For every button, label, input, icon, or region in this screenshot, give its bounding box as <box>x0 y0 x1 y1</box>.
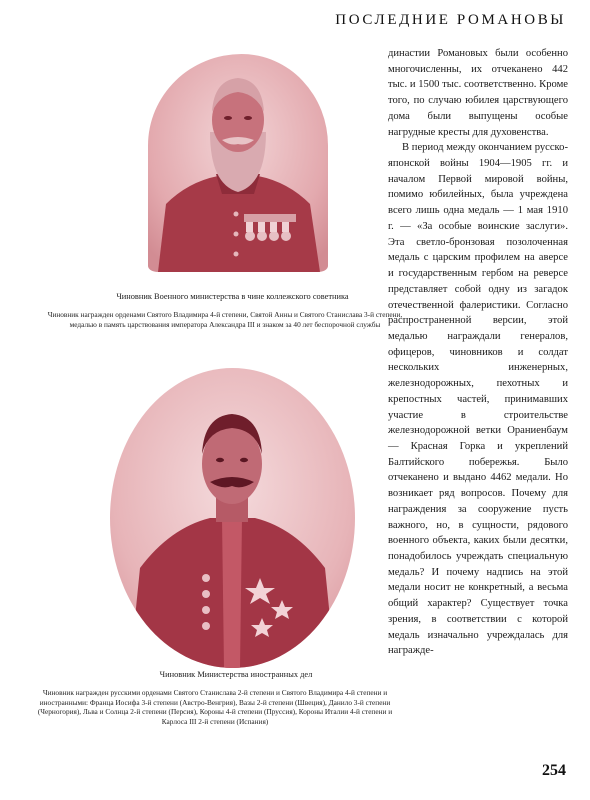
portrait-foreign-ministry-official <box>110 368 355 668</box>
body-text-column <box>388 46 568 659</box>
body-paragraph: династии Романовых были особенно многочисленны, их отчеканено 442 тыс. и 1500 тыс. соответственно. Кроме того, по случаю юбилея царствующего дома были выпущены особые нагрудные кресты для духовенства. <box>388 48 568 138</box>
figure-2-title: Чиновник Министерства иностранных дел <box>159 670 313 679</box>
figure-1-caption: Чиновник награжден орденами Святого Владимира 4-й степени, Святой Анны и Святого Станислава 3-й степени, медалью в память царствования императора Александра III и знаком за 40 лет беспорочной службы <box>47 310 403 329</box>
portrait-foreign-ministry-official-image <box>110 368 355 668</box>
portrait-military-official-image <box>148 54 328 272</box>
running-header: ПОСЛЕДНИЕ РОМАНОВЫ <box>335 12 566 28</box>
figure-1-title: Чиновник Военного министерства в чине коллежского советника <box>116 292 349 301</box>
page-number: 254 <box>542 762 566 779</box>
figure-2-caption: Чиновник награжден русскими орденами Святого Станислава 2-й степени и Святого Владимира 4-й степени и иностранными: Франца Иосифа 3-й степени (Австро-Венгрия), Вазы 2-й степени (Швеция), Данило 3-й степени (Черногория), Льва и Солнца 2-й степени (Персия), Короны 4-й степени (Пруссия), Короны Италии 4-й степени и Карлоса III 2-й степени (Испания) <box>37 688 393 726</box>
body-paragraph: В период между окончанием русско-японской войны 1904—1905 гг. и началом Первой мировой войны, помимо юбилейных, была учреждена всего лишь одна медаль — 1 мая 1910 г. — «За особые воинские заслуги». Эта светло-бронзовая позолоченная медаль с царским профилем на аверсе и государственным гербом на реверсе представляет собой одну из загадок отечественной фалеристики. Согласно распространенной версии, этой медалью награждали генералов, офицеров, чиновников и солдат нескольких инженерных, железнодорожных, пехотных и крепостных частей, принимавших участие в строительстве железнодорожной ветки Ораниенбаум — Красная Горка и укреплений Балтийского побережья. Было отчеканено и выдано 4462 медали. Но возникает ряд вопросов. Почему для награждения за сооружение пусть важного, но, в сущности, рядового военного объекта, каких были десятки, понадобилось учреждать специальную медаль? И почему надпись на этой медали носит не конкретный, а весьма общий характер? Существует точка зрения, в соответствии с которой медаль изначально учреждалась для награжде- <box>388 142 568 657</box>
portrait-military-official <box>148 54 328 272</box>
